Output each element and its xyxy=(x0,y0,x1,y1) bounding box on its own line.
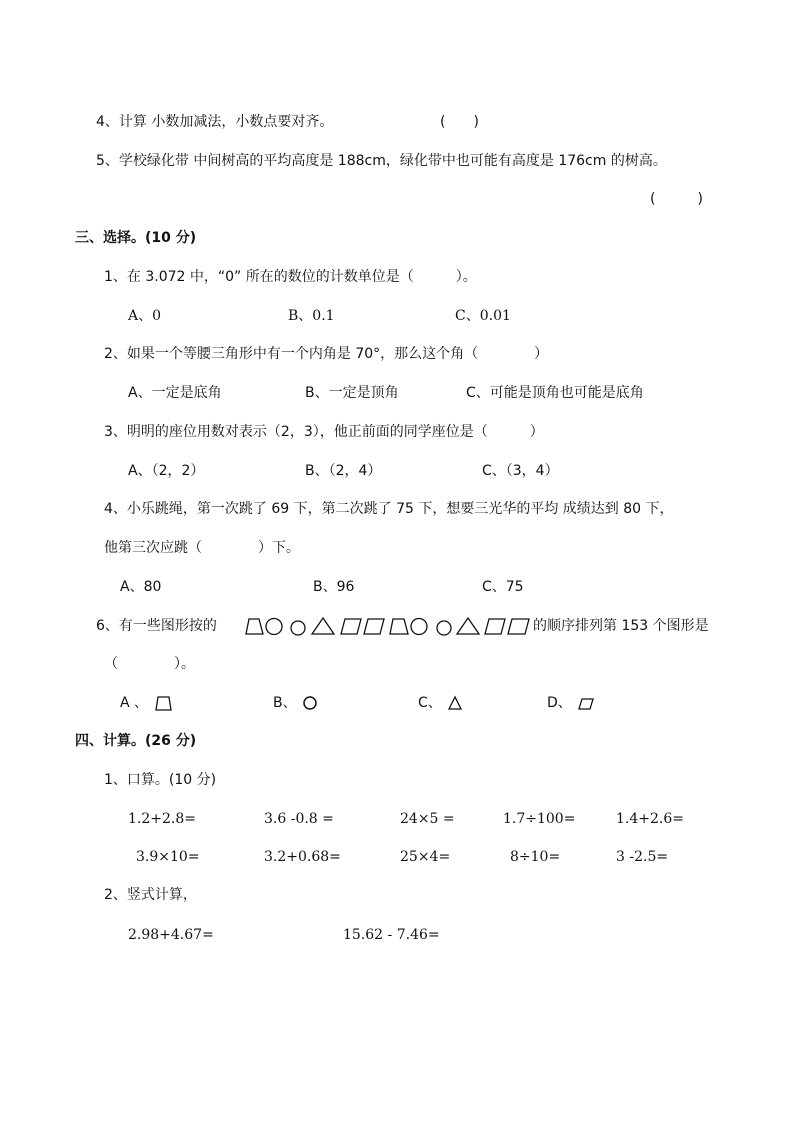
vertical-calc-2: 15.62 - 7.46= xyxy=(343,927,440,943)
shape-sequence-svg xyxy=(243,615,533,637)
choice-q6-option-a[interactable] xyxy=(120,692,173,712)
choice-q1-option-a[interactable]: A、0 xyxy=(128,308,162,324)
trapezoid-icon xyxy=(246,619,263,634)
choice-q6-line2: （ ）。 xyxy=(104,656,195,672)
oral-calc-1-3: 24×5 = xyxy=(400,811,455,827)
oral-calc-2-5: 3 -2.5= xyxy=(616,849,669,865)
triangle-icon xyxy=(457,618,479,634)
oral-calc-1-1: 1.2+2.8= xyxy=(128,811,196,827)
triangle-icon xyxy=(312,618,334,634)
circle-icon xyxy=(291,621,305,635)
choice-q6-option-b-label: B、 xyxy=(273,695,297,711)
parallelogram-icon xyxy=(341,619,361,634)
choice-q3-text: 3、明明的座位用数对表示（2，3），他正前面的同学座位是（ ） xyxy=(104,424,544,440)
circle-icon xyxy=(266,619,282,635)
choice-q6-option-d[interactable] xyxy=(547,692,595,712)
choice-q2-option-a[interactable]: A、一定是底角 xyxy=(128,385,222,401)
choice-q2-option-c[interactable]: C、可能是顶角也可能是底角 xyxy=(466,385,644,401)
choice-q6-option-a-label: A 、 xyxy=(120,695,149,711)
section-4-title: 四、计算。(26 分) xyxy=(75,733,197,749)
judge-q4-answer-paren[interactable]: ( ) xyxy=(440,114,479,130)
oral-calc-heading: 1、口算。(10 分) xyxy=(104,772,217,788)
circle-icon xyxy=(411,619,427,635)
oral-calc-2-3: 25×4= xyxy=(400,849,451,865)
shape-sequence xyxy=(243,615,533,637)
choice-q6-prefix: 6、有一些图形按的 xyxy=(96,618,217,634)
oral-calc-1-5: 1.4+2.6= xyxy=(616,811,684,827)
choice-q6-option-c[interactable] xyxy=(418,692,463,712)
trapezoid-icon xyxy=(390,619,408,634)
choice-q6-suffix: 的顺序排列第 153 个图形是 xyxy=(533,618,709,634)
parallelogram-icon xyxy=(485,619,505,634)
judge-q5-text: 5、学校绿化带 中间树高的平均高度是 188cm，绿化带中也可能有高度是 176cm 的树高。 xyxy=(96,153,667,169)
oral-calc-1-2: 3.6 -0.8 = xyxy=(264,811,334,827)
parallelogram-icon xyxy=(577,694,595,712)
choice-q2-option-b[interactable]: B、一定是顶角 xyxy=(305,385,399,401)
circle-icon xyxy=(437,621,451,635)
oral-calc-1-4: 1.7÷100= xyxy=(503,811,576,827)
choice-q6-option-d-label: D、 xyxy=(547,695,572,711)
choice-q4-option-b[interactable]: B、96 xyxy=(313,579,355,595)
judge-q5-answer-paren[interactable]: ( ) xyxy=(650,191,703,207)
oral-calc-2-4: 8÷10= xyxy=(510,849,561,865)
trapezoid-icon xyxy=(153,694,173,712)
circle-icon xyxy=(302,694,318,712)
choice-q2-text: 2、如果一个等腰三角形中有一个内角是 70°，那么这个角（ ） xyxy=(104,346,549,362)
choice-q6-option-c-label: C、 xyxy=(418,695,442,711)
choice-q3-option-a[interactable]: A、（2，2） xyxy=(128,463,205,479)
choice-q4-option-c[interactable]: C、75 xyxy=(482,579,524,595)
choice-q4-option-a[interactable]: A、80 xyxy=(120,579,162,595)
oral-calc-2-2: 3.2+0.68= xyxy=(264,849,341,865)
section-3-title: 三、选择。(10 分) xyxy=(75,230,197,246)
choice-q1-option-b[interactable]: B、0.1 xyxy=(288,308,335,324)
choice-q1-option-c[interactable]: C、0.01 xyxy=(455,308,511,324)
choice-q3-option-c[interactable]: C、（3，4） xyxy=(482,463,559,479)
vertical-calc-heading: 2、竖式计算， xyxy=(104,887,197,903)
oral-calc-2-1: 3.9×10= xyxy=(136,849,200,865)
choice-q1-text: 1、在 3.072 中，“0” 所在的数位的计数单位是（ ）。 xyxy=(104,269,477,285)
choice-q4-line2: 他第三次应跳（ ）下。 xyxy=(104,540,300,556)
triangle-icon xyxy=(447,694,463,712)
choice-q6-option-b[interactable] xyxy=(273,692,318,712)
parallelogram-icon xyxy=(364,619,384,634)
judge-q4-text: 4、计算 小数加减法，小数点要对齐。 xyxy=(96,114,334,130)
choice-q4-line1: 4、小乐跳绳，第一次跳了 69 下，第二次跳了 75 下，想要三光华的平均 成绩达到 80 下， xyxy=(104,501,674,517)
parallelogram-icon xyxy=(508,619,529,634)
choice-q3-option-b[interactable]: B、（2，4） xyxy=(305,463,382,479)
vertical-calc-1: 2.98+4.67= xyxy=(128,927,214,943)
